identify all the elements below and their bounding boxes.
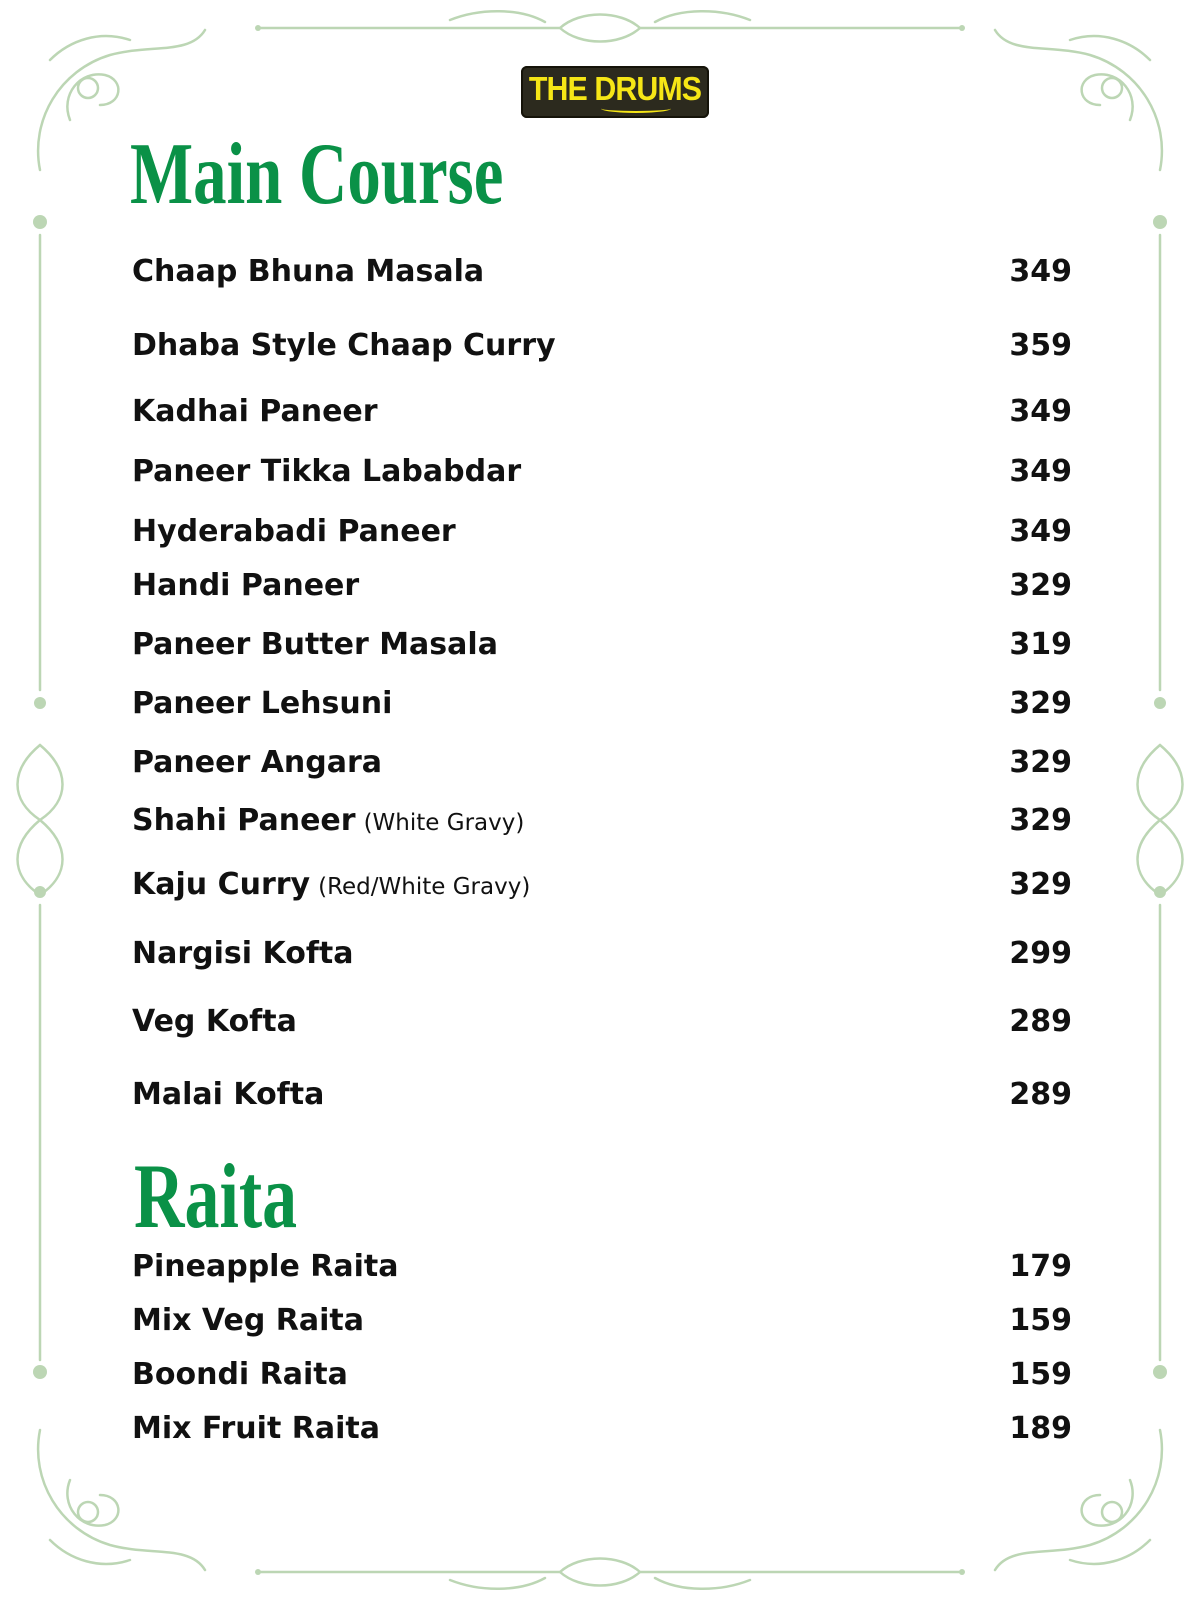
item-name: Boondi Raita (132, 1357, 348, 1392)
menu-item (0, 1411, 1200, 1451)
menu-item (0, 1004, 1200, 1044)
item-name: Kadhai Paneer (132, 394, 378, 429)
corner-top-right (995, 30, 1162, 170)
item-price: 159 (1009, 1303, 1072, 1338)
item-note: (Red/White Gravy) (318, 874, 531, 900)
menu-item (0, 1249, 1200, 1289)
section-title-main-course: Main Course (130, 126, 504, 223)
item-price: 189 (1009, 1411, 1072, 1446)
item-name: Handi Paneer (132, 568, 360, 603)
item-name: Paneer Butter Masala (132, 627, 498, 662)
item-name: Kaju Curry (132, 867, 311, 902)
item-name: Hyderabadi Paneer (132, 514, 456, 549)
item-price: 349 (1009, 454, 1072, 489)
item-name: Shahi Paneer (132, 803, 356, 838)
menu-item (0, 803, 1200, 843)
item-price: 299 (1009, 936, 1072, 971)
item-price: 329 (1009, 568, 1072, 603)
menu-item (0, 394, 1200, 434)
item-note: (White Gravy) (363, 810, 525, 836)
menu-item (0, 1303, 1200, 1343)
menu-item (0, 1077, 1200, 1117)
item-name: Mix Veg Raita (132, 1303, 364, 1338)
section-title-raita: Raita (134, 1145, 298, 1247)
menu-item (0, 254, 1200, 294)
item-price: 359 (1009, 328, 1072, 363)
menu-item (0, 627, 1200, 667)
item-price: 329 (1009, 803, 1072, 838)
brand-logo-text: THE DRUMS (528, 70, 702, 107)
item-price: 349 (1009, 394, 1072, 429)
item-name: Dhaba Style Chaap Curry (132, 328, 556, 363)
item-name: Paneer Tikka Lababdar (132, 454, 522, 489)
item-price: 319 (1009, 627, 1072, 662)
item-name-wrapper (132, 867, 530, 902)
item-name: Chaap Bhuna Masala (132, 254, 485, 289)
item-name: Veg Kofta (132, 1004, 297, 1039)
menu-item (0, 867, 1200, 907)
corner-bottom-left (38, 1430, 205, 1570)
item-name: Pineapple Raita (132, 1249, 399, 1284)
menu-item (0, 514, 1200, 554)
corner-bottom-right (995, 1430, 1162, 1570)
menu-item (0, 1357, 1200, 1397)
item-name: Nargisi Kofta (132, 936, 354, 971)
bottom-flourish (560, 1559, 640, 1586)
item-price: 179 (1009, 1249, 1072, 1284)
item-price: 329 (1009, 867, 1072, 902)
item-price: 289 (1009, 1077, 1072, 1112)
menu-item (0, 454, 1200, 494)
menu-item (0, 568, 1200, 608)
item-name: Paneer Angara (132, 745, 383, 780)
menu-item (0, 936, 1200, 976)
item-price: 349 (1009, 514, 1072, 549)
item-name-wrapper (132, 803, 524, 838)
item-price: 289 (1009, 1004, 1072, 1039)
item-price: 159 (1009, 1357, 1072, 1392)
menu-item (0, 686, 1200, 726)
item-name: Mix Fruit Raita (132, 1411, 380, 1446)
item-name: Paneer Lehsuni (132, 686, 393, 721)
item-price: 329 (1009, 686, 1072, 721)
brand-logo (521, 66, 709, 118)
item-price: 349 (1009, 254, 1072, 289)
top-flourish (560, 15, 640, 42)
item-name: Malai Kofta (132, 1077, 325, 1112)
logo-swoosh (601, 104, 671, 113)
menu-item (0, 745, 1200, 785)
menu-item (0, 328, 1200, 368)
item-price: 329 (1009, 745, 1072, 780)
